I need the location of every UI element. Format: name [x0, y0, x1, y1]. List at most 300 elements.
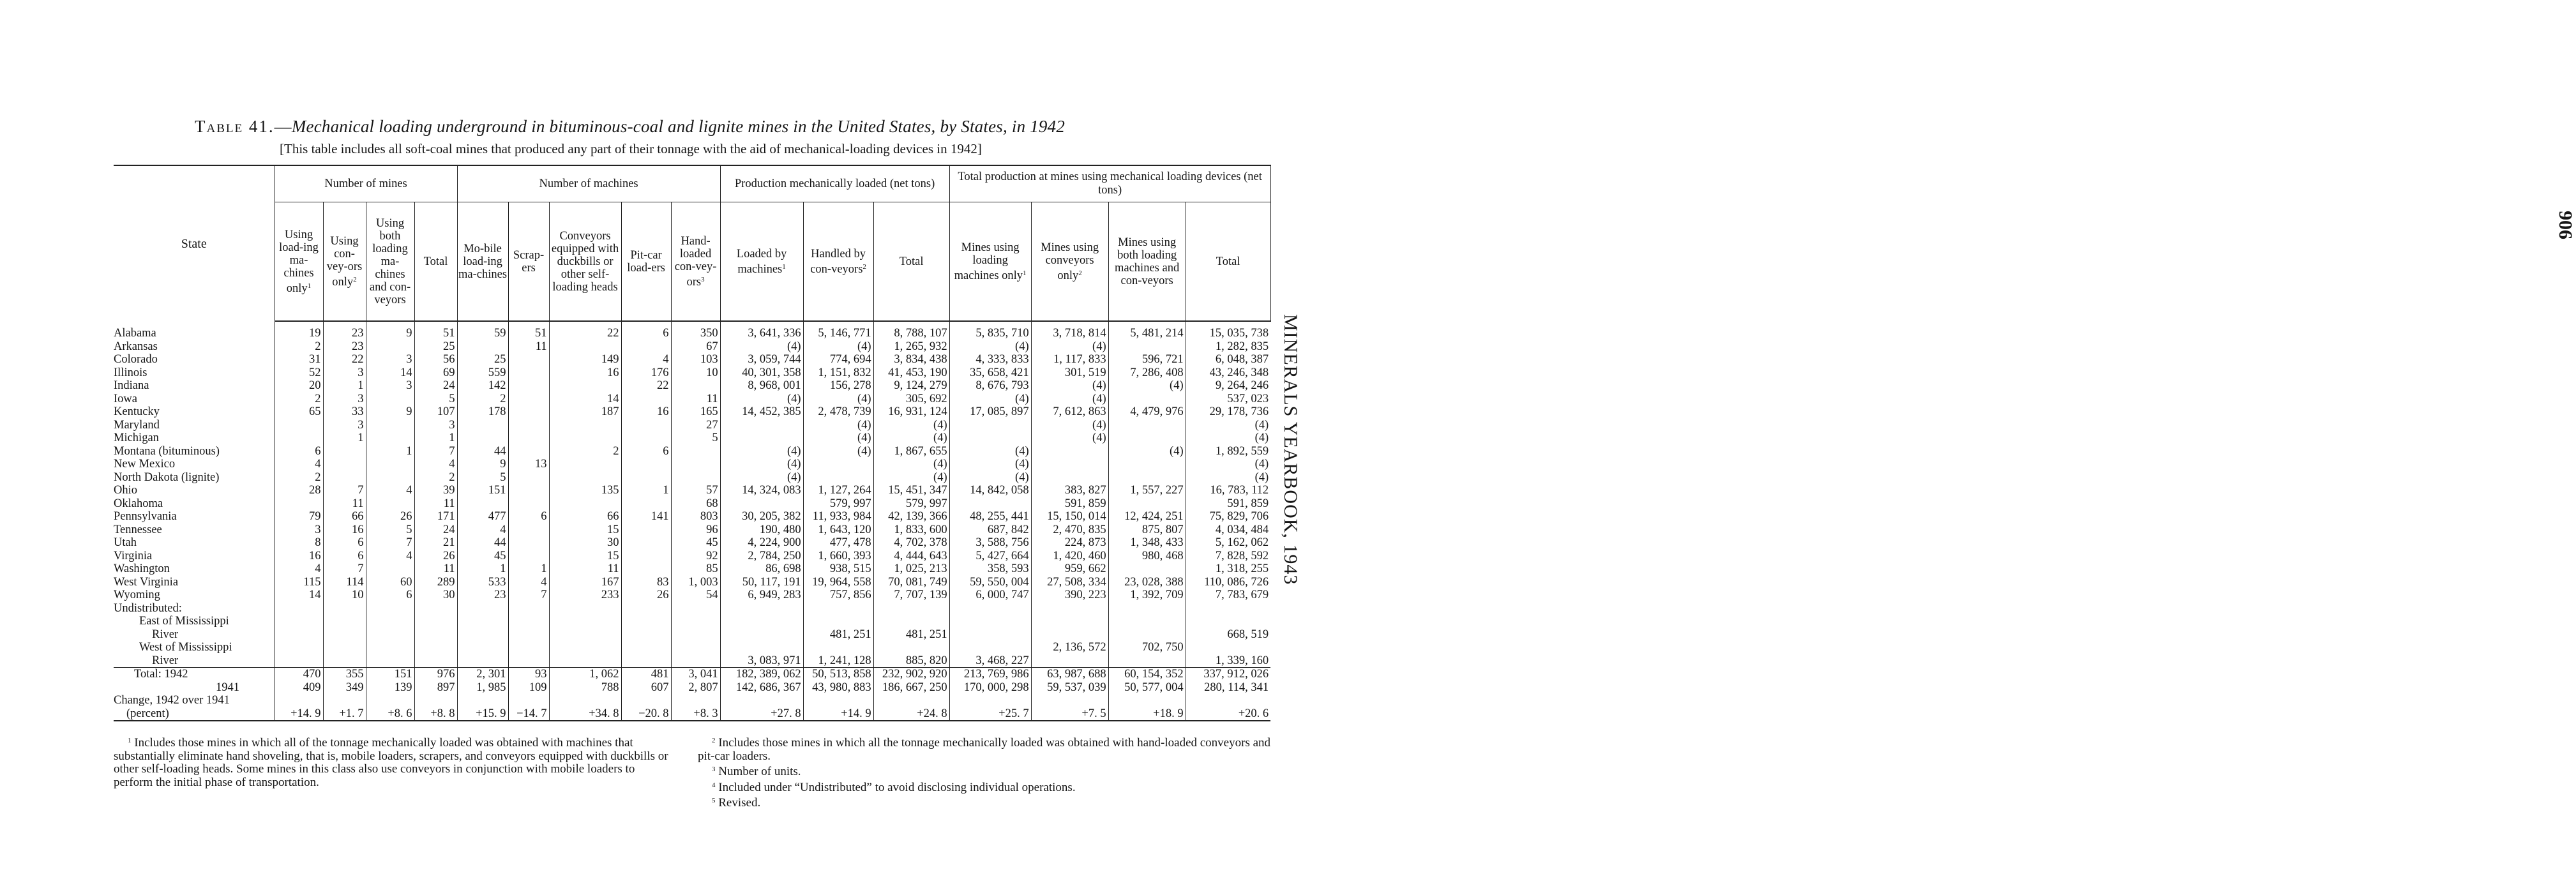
- value-cell: 15, 451, 347: [873, 484, 949, 497]
- value-cell: 20: [275, 379, 323, 393]
- value-cell: 42, 139, 366: [873, 510, 949, 523]
- state-cell: Change, 1942 over 1941: [114, 694, 230, 707]
- value-cell: 280, 114, 341: [1186, 681, 1270, 695]
- value-cell: [621, 628, 671, 642]
- value-cell: 358, 593: [949, 562, 1031, 576]
- value-cell: 39: [414, 484, 457, 497]
- value-cell: 1, 348, 433: [1108, 536, 1186, 550]
- table-label: Table 41.: [195, 117, 275, 136]
- value-cell: [366, 628, 414, 642]
- value-cell: 1, 025, 213: [873, 562, 949, 576]
- value-cell: 7: [508, 589, 549, 602]
- group-header-production: Production mechanically loaded (net tons): [720, 165, 949, 202]
- value-cell: (4): [873, 458, 949, 471]
- value-cell: 3: [275, 523, 323, 537]
- table-body: [114, 321, 1270, 721]
- value-cell: [457, 641, 508, 654]
- value-cell: 26: [366, 510, 414, 523]
- value-cell: 4, 333, 833: [949, 353, 1031, 366]
- value-cell: 2, 136, 572: [1031, 641, 1108, 654]
- value-cell: 65: [275, 405, 323, 419]
- value-cell: [323, 458, 366, 471]
- table-row: [114, 550, 1270, 563]
- value-cell: 8: [275, 536, 323, 550]
- value-cell: [366, 419, 414, 432]
- state-cell: Colorado: [114, 353, 158, 366]
- value-cell: 16: [621, 405, 671, 419]
- value-cell: 4, 224, 900: [720, 536, 803, 550]
- value-cell: +8. 8: [414, 707, 457, 721]
- table-row: [114, 562, 1270, 576]
- value-cell: [457, 432, 508, 445]
- value-cell: (4): [720, 471, 803, 485]
- state-cell: River: [152, 628, 179, 641]
- table-row: [114, 379, 1270, 393]
- value-cell: [720, 694, 803, 707]
- value-cell: [549, 641, 621, 654]
- value-cell: 2, 784, 250: [720, 550, 803, 563]
- value-cell: [621, 471, 671, 485]
- value-cell: 2, 301: [457, 668, 508, 681]
- value-cell: [508, 393, 549, 406]
- value-cell: +27. 8: [720, 707, 803, 721]
- state-cell: North Dakota (lignite): [114, 471, 220, 484]
- col-header-tp-conveyors-only: Mines using conveyors only$^2$: [1031, 202, 1108, 322]
- value-cell: 3, 083, 971: [720, 654, 803, 668]
- value-cell: 1, 557, 227: [1108, 484, 1186, 497]
- value-cell: [671, 628, 720, 642]
- footnote-3: $^3$ Number of units.: [712, 765, 801, 778]
- value-cell: 25: [457, 353, 508, 366]
- table-row: [114, 510, 1270, 523]
- value-cell: 7, 707, 139: [873, 589, 949, 602]
- value-cell: [457, 628, 508, 642]
- value-cell: 11: [323, 497, 366, 511]
- value-cell: 48, 255, 441: [949, 510, 1031, 523]
- col-header-loading-only: Using load-ing ma-chines only$^1$: [275, 202, 323, 322]
- value-cell: 607: [621, 681, 671, 695]
- value-cell: 14, 842, 058: [949, 484, 1031, 497]
- value-cell: +8. 6: [366, 707, 414, 721]
- value-cell: [366, 340, 414, 354]
- value-cell: 7: [323, 484, 366, 497]
- value-cell: 107: [414, 405, 457, 419]
- value-cell: 3: [323, 366, 366, 380]
- value-cell: [457, 615, 508, 628]
- state-cell: West Virginia: [114, 575, 179, 589]
- undistributed-east-row-a: [114, 615, 1270, 628]
- value-cell: 788: [549, 681, 621, 695]
- value-cell: 66: [323, 510, 366, 523]
- value-cell: 1: [366, 445, 414, 458]
- value-cell: (4): [803, 445, 873, 458]
- value-cell: 355: [323, 668, 366, 681]
- value-cell: 579, 997: [873, 497, 949, 511]
- value-cell: 2: [275, 340, 323, 354]
- value-cell: 10: [323, 589, 366, 602]
- value-cell: (4): [1186, 471, 1270, 485]
- value-cell: [275, 497, 323, 511]
- value-cell: 15, 150, 014: [1031, 510, 1108, 523]
- value-cell: [621, 694, 671, 707]
- value-cell: 11: [414, 562, 457, 576]
- value-cell: [949, 615, 1031, 628]
- value-cell: [366, 393, 414, 406]
- value-cell: 6: [366, 589, 414, 602]
- value-cell: 9, 264, 246: [1186, 379, 1270, 393]
- value-cell: [275, 432, 323, 445]
- page-number: 906: [2555, 211, 2576, 239]
- value-cell: +14. 9: [803, 707, 873, 721]
- value-cell: [549, 379, 621, 393]
- footnote-5: $^5$ Revised.: [712, 796, 761, 809]
- value-cell: 591, 859: [1186, 497, 1270, 511]
- value-cell: 1, 892, 559: [1186, 445, 1270, 458]
- value-cell: 7: [414, 445, 457, 458]
- value-cell: [720, 432, 803, 445]
- value-cell: 135: [549, 484, 621, 497]
- value-cell: 26: [414, 550, 457, 563]
- value-cell: 1, 062: [549, 668, 621, 681]
- value-cell: 1, 420, 460: [1031, 550, 1108, 563]
- value-cell: [1108, 432, 1186, 445]
- value-cell: 9, 124, 279: [873, 379, 949, 393]
- value-cell: [323, 615, 366, 628]
- value-cell: 3, 468, 227: [949, 654, 1031, 668]
- state-cell: Indiana: [114, 379, 149, 392]
- state-cell: Total: 1942: [114, 668, 275, 681]
- table-row: [114, 340, 1270, 354]
- value-cell: [323, 471, 366, 485]
- value-cell: 22: [323, 353, 366, 366]
- value-cell: 35, 658, 421: [949, 366, 1031, 380]
- value-cell: 51: [414, 321, 457, 340]
- value-cell: (4): [949, 393, 1031, 406]
- value-cell: 1, 003: [671, 576, 720, 589]
- undistributed-label-row: [114, 602, 1270, 615]
- value-cell: [508, 536, 549, 550]
- value-cell: 11: [508, 340, 549, 354]
- value-cell: [508, 471, 549, 485]
- value-cell: [275, 641, 323, 654]
- value-cell: 9: [457, 458, 508, 471]
- value-cell: 1, 117, 833: [1031, 353, 1108, 366]
- value-cell: 30: [414, 589, 457, 602]
- value-cell: 1, 392, 709: [1108, 589, 1186, 602]
- value-cell: 45: [457, 550, 508, 563]
- value-cell: 337, 912, 026: [1186, 668, 1270, 681]
- value-cell: 83: [621, 576, 671, 589]
- value-cell: 6: [621, 321, 671, 340]
- value-cell: 142: [457, 379, 508, 393]
- value-cell: [671, 445, 720, 458]
- value-cell: 178: [457, 405, 508, 419]
- value-cell: 8, 788, 107: [873, 321, 949, 340]
- value-cell: 477: [457, 510, 508, 523]
- value-cell: 63, 987, 688: [1031, 668, 1108, 681]
- table-row: [114, 484, 1270, 497]
- value-cell: [949, 641, 1031, 654]
- value-cell: [366, 694, 414, 707]
- value-cell: 350: [671, 321, 720, 340]
- value-cell: [323, 641, 366, 654]
- value-cell: 1, 127, 264: [803, 484, 873, 497]
- value-cell: [1108, 340, 1186, 354]
- value-cell: 409: [275, 681, 323, 695]
- value-cell: 7, 828, 592: [1186, 550, 1270, 563]
- value-cell: 596, 721: [1108, 353, 1186, 366]
- value-cell: [275, 615, 323, 628]
- value-cell: 23: [457, 589, 508, 602]
- value-cell: 16, 783, 112: [1186, 484, 1270, 497]
- value-cell: (4): [873, 471, 949, 485]
- title-dash: —: [274, 117, 292, 136]
- value-cell: 533: [457, 576, 508, 589]
- value-cell: 56: [414, 353, 457, 366]
- value-cell: [720, 602, 803, 615]
- value-cell: [508, 550, 549, 563]
- value-cell: [508, 615, 549, 628]
- value-cell: [1031, 445, 1108, 458]
- value-cell: (4): [1186, 432, 1270, 445]
- value-cell: 60, 154, 352: [1108, 668, 1186, 681]
- value-cell: 29, 178, 736: [1186, 405, 1270, 419]
- value-cell: 2: [414, 471, 457, 485]
- value-cell: [549, 497, 621, 511]
- value-cell: [549, 694, 621, 707]
- value-cell: 2, 807: [671, 681, 720, 695]
- undistributed-west-row: [114, 654, 1270, 668]
- col-header-mines-total: Total: [414, 202, 457, 322]
- value-cell: 4: [275, 458, 323, 471]
- table-row: [114, 419, 1270, 432]
- value-cell: 15, 035, 738: [1186, 321, 1270, 340]
- value-cell: [549, 458, 621, 471]
- value-cell: [508, 379, 549, 393]
- table-subtitle: [This table includes all soft-coal mines that produced any part of their tonnage with the aid of mechanical-loading devices in 1942]: [280, 141, 982, 156]
- value-cell: [1031, 615, 1108, 628]
- change-label-row: [114, 694, 1270, 707]
- value-cell: [949, 628, 1031, 642]
- col-header-duckbills: Conveyors equipped with duckbills or other self-loading heads: [549, 202, 621, 322]
- value-cell: 233: [549, 589, 621, 602]
- value-cell: 11: [549, 562, 621, 576]
- value-cell: [1031, 654, 1108, 668]
- footnote-1: $^1$ Includes those mines in which all of the tonnage mechanically loaded was obtained with machines that substantially eliminate hand shoveling, that is, mobile loaders, scrapers, and conveyors equipped with duckbills or other self-loading heads. Some mines in this class also use conveyors in conjunction with mobile loaders to perform the initial phase of transportation.: [114, 736, 668, 789]
- value-cell: (4): [1031, 379, 1108, 393]
- value-cell: [275, 419, 323, 432]
- value-cell: [1108, 419, 1186, 432]
- value-cell: (4): [720, 458, 803, 471]
- value-cell: 481, 251: [873, 628, 949, 642]
- value-cell: 959, 662: [1031, 562, 1108, 576]
- value-cell: [949, 602, 1031, 615]
- value-cell: [873, 602, 949, 615]
- table-row: [114, 589, 1270, 602]
- value-cell: 114: [323, 576, 366, 589]
- value-cell: 96: [671, 523, 720, 537]
- value-cell: 5: [671, 432, 720, 445]
- group-header-total-production: Total production at mines using mechanical loading devices (net tons): [949, 165, 1270, 202]
- col-header-hand-loaded-conveyors: Hand-loaded con-vey-ors$^3$: [671, 202, 720, 322]
- value-cell: [508, 654, 549, 668]
- value-cell: [457, 602, 508, 615]
- value-cell: [1031, 602, 1108, 615]
- value-cell: 470: [275, 668, 323, 681]
- value-cell: 976: [414, 668, 457, 681]
- value-cell: [366, 562, 414, 576]
- value-cell: [508, 694, 549, 707]
- value-cell: 11: [414, 497, 457, 511]
- value-cell: 6: [323, 550, 366, 563]
- value-cell: [549, 340, 621, 354]
- value-cell: 85: [671, 562, 720, 576]
- state-cell: Ohio: [114, 484, 137, 497]
- footnote-4: $^4$ Included under “Undistributed” to avoid disclosing individual operations.: [712, 780, 1076, 794]
- state-cell: Iowa: [114, 392, 137, 405]
- table-row: [114, 366, 1270, 380]
- table-title: [195, 117, 1065, 137]
- value-cell: 1: [414, 432, 457, 445]
- value-cell: 59: [457, 321, 508, 340]
- value-cell: 4, 444, 643: [873, 550, 949, 563]
- value-cell: [1186, 615, 1270, 628]
- value-cell: [457, 419, 508, 432]
- undistributed-east-row: [114, 628, 1270, 642]
- value-cell: 52: [275, 366, 323, 380]
- value-cell: [671, 471, 720, 485]
- value-cell: (4): [949, 445, 1031, 458]
- table-row: [114, 445, 1270, 458]
- value-cell: [949, 694, 1031, 707]
- value-cell: [1108, 654, 1186, 668]
- value-cell: [1031, 458, 1108, 471]
- value-cell: 7, 783, 679: [1186, 589, 1270, 602]
- value-cell: 4: [366, 484, 414, 497]
- value-cell: [508, 628, 549, 642]
- table-row: [114, 432, 1270, 445]
- table-row: [114, 405, 1270, 419]
- col-header-state: State: [114, 165, 275, 321]
- value-cell: 59, 537, 039: [1031, 681, 1108, 695]
- value-cell: 67: [671, 340, 720, 354]
- value-cell: 885, 820: [873, 654, 949, 668]
- value-cell: 1: [323, 432, 366, 445]
- value-cell: 3, 641, 336: [720, 321, 803, 340]
- value-cell: 186, 667, 250: [873, 681, 949, 695]
- value-cell: 115: [275, 576, 323, 589]
- col-header-conveyors-only: Using con-vey-ors only$^2$: [323, 202, 366, 322]
- value-cell: 803: [671, 510, 720, 523]
- value-cell: 11: [671, 393, 720, 406]
- value-cell: +7. 5: [1031, 707, 1108, 721]
- value-cell: 3: [366, 353, 414, 366]
- value-cell: 224, 873: [1031, 536, 1108, 550]
- value-cell: 1, 339, 160: [1186, 654, 1270, 668]
- value-cell: [508, 445, 549, 458]
- value-cell: [720, 615, 803, 628]
- value-cell: 481: [621, 668, 671, 681]
- value-cell: 171: [414, 510, 457, 523]
- state-cell: East of Mississippi: [139, 615, 229, 628]
- value-cell: 702, 750: [1108, 641, 1186, 654]
- value-cell: 8, 676, 793: [949, 379, 1031, 393]
- value-cell: [1108, 471, 1186, 485]
- value-cell: 60: [366, 576, 414, 589]
- value-cell: (4): [1186, 458, 1270, 471]
- state-cell: Arkansas: [114, 340, 158, 353]
- value-cell: [508, 432, 549, 445]
- value-cell: [621, 497, 671, 511]
- col-header-tp-loading-only: Mines using loading machines only$^1$: [949, 202, 1031, 322]
- value-cell: 3, 718, 814: [1031, 321, 1108, 340]
- value-cell: [621, 615, 671, 628]
- value-cell: 301, 519: [1031, 366, 1108, 380]
- value-cell: [457, 654, 508, 668]
- value-cell: 289: [414, 576, 457, 589]
- value-cell: 1, 265, 932: [873, 340, 949, 354]
- col-header-tp-total: Total: [1186, 202, 1270, 322]
- value-cell: 3: [323, 419, 366, 432]
- value-cell: 7, 612, 863: [1031, 405, 1108, 419]
- state-cell: Illinois: [114, 366, 147, 379]
- value-cell: 50, 577, 004: [1108, 681, 1186, 695]
- value-cell: 110, 086, 726: [1186, 576, 1270, 589]
- value-cell: (4): [803, 393, 873, 406]
- total-1941-row: [114, 681, 1270, 695]
- value-cell: [621, 562, 671, 576]
- value-cell: 390, 223: [1031, 589, 1108, 602]
- value-cell: [671, 615, 720, 628]
- value-cell: 477, 478: [803, 536, 873, 550]
- table-row: [114, 471, 1270, 485]
- table-row: [114, 321, 1270, 340]
- value-cell: 22: [621, 379, 671, 393]
- value-cell: [1108, 615, 1186, 628]
- value-cell: [671, 379, 720, 393]
- table-title-text: Mechanical loading underground in bituminous-coal and lignite mines in the United States, by States, in 1942: [291, 117, 1066, 136]
- value-cell: 75, 829, 706: [1186, 510, 1270, 523]
- group-header-machines: Number of machines: [457, 165, 720, 202]
- value-cell: [549, 602, 621, 615]
- value-cell: 14: [366, 366, 414, 380]
- value-cell: 24: [414, 523, 457, 537]
- value-cell: 176: [621, 366, 671, 380]
- value-cell: +24. 8: [873, 707, 949, 721]
- value-cell: [1031, 628, 1108, 642]
- value-cell: 30: [549, 536, 621, 550]
- value-cell: [549, 432, 621, 445]
- value-cell: [873, 615, 949, 628]
- value-cell: 57: [671, 484, 720, 497]
- value-cell: 151: [457, 484, 508, 497]
- value-cell: 22: [549, 321, 621, 340]
- value-cell: 156, 278: [803, 379, 873, 393]
- value-cell: 27: [671, 419, 720, 432]
- state-cell: Washington: [114, 562, 170, 575]
- value-cell: 1, 282, 835: [1186, 340, 1270, 354]
- running-head: MINERALS YEARBOOK, 1943: [1280, 314, 1301, 585]
- value-cell: 4: [366, 550, 414, 563]
- value-cell: [414, 641, 457, 654]
- value-cell: 6: [508, 510, 549, 523]
- value-cell: [549, 419, 621, 432]
- value-cell: 1: [323, 379, 366, 393]
- value-cell: 27, 508, 334: [1031, 576, 1108, 589]
- value-cell: [621, 458, 671, 471]
- value-cell: +20. 6: [1186, 707, 1270, 721]
- value-cell: [720, 628, 803, 642]
